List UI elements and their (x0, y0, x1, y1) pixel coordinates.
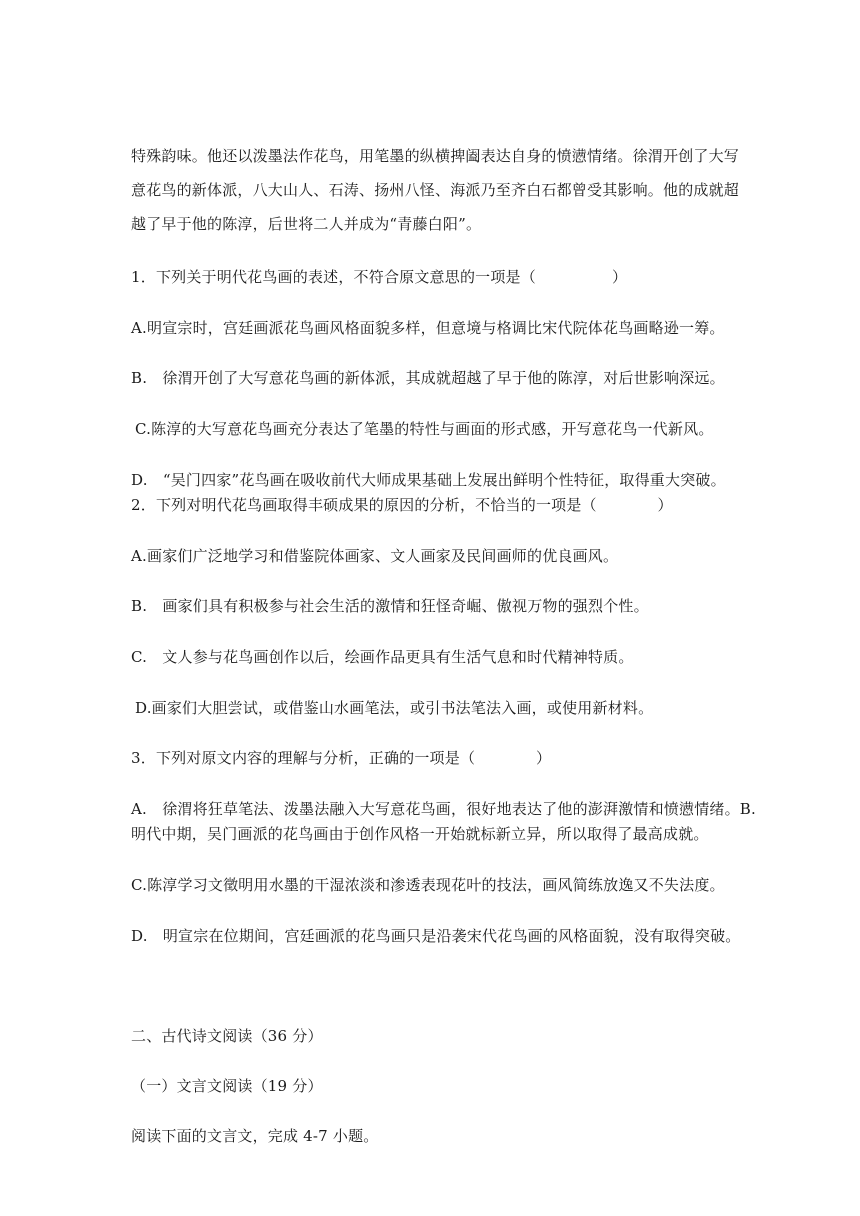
question-3-option-a-line-2: 明代中期，吴门画派的花鸟画由于创作风格一开始就标新立异，所以取得了最高成就。 (131, 825, 709, 843)
section-2-instruction: 阅读下面的文言文，完成 4-7 小题。 (131, 1127, 379, 1145)
question-2-stem: 2．下列对明代花鸟画取得丰硕成果的原因的分析，不恰当的一项是（ ） (131, 496, 673, 514)
question-2-option-a: A.画家们广泛地学习和借鉴院体画家、文人画家及民间画师的优良画风。 (131, 547, 619, 565)
intro-line-1: 特殊韵味。他还以泼墨法作花鸟，用笔墨的纵横捭阖表达自身的愤懑情绪。徐渭开创了大写 (131, 147, 740, 165)
question-3-stem: 3．下列对原文内容的理解与分析，正确的一项是（ ） (131, 749, 552, 767)
question-3-option-a-line-1: A. 徐渭将狂草笔法、泼墨法融入大写意花鸟画，很好地表达了他的澎湃激情和愤懑情绪。B. (131, 800, 756, 818)
question-1-stem: 1．下列关于明代花鸟画的表述，不符合原文意思的一项是（ ） (131, 268, 628, 286)
question-1-option-c: C.陈淳的大写意花鸟画充分表达了笔墨的特性与画面的形式感，开写意花鸟一代新风。 (135, 420, 714, 438)
question-2-option-b: B. 画家们具有积极参与社会生活的激情和狂怪奇崛、傲视万物的强烈个性。 (131, 597, 649, 615)
question-1-option-b: B. 徐渭开创了大写意花鸟画的新体派，其成就超越了早于他的陈淳，对后世影响深远。 (131, 369, 725, 387)
question-1-option-a: A.明宣宗时，宫廷画派花鸟画风格面貌多样，但意境与格调比宋代院体花鸟画略逊一筹。 (131, 319, 725, 337)
question-3-option-d: D. 明宣宗在位期间，宫廷画派的花鸟画只是沿袭宋代花鸟画的风格面貌，没有取得突破。 (131, 927, 741, 945)
question-3-option-c: C.陈淳学习文徵明用水墨的干湿浓淡和渗透表现花叶的技法，画风简练放逸又不失法度。 (131, 876, 725, 894)
section-2-title: 二、古代诗文阅读（36 分） (131, 1027, 323, 1045)
question-2-option-d: D.画家们大胆尝试，或借鉴山水画笔法，或引书法笔法入画，或使用新材料。 (135, 699, 654, 717)
intro-line-3: 越了早于他的陈淳，后世将二人并成为“青藤白阳”。 (131, 215, 482, 233)
section-2-subtitle: （一）文言文阅读（19 分） (131, 1077, 323, 1095)
intro-line-2: 意花鸟的新体派，八大山人、石涛、扬州八怪、海派乃至齐白石都曾受其影响。他的成就超 (131, 181, 740, 199)
question-1-option-d: D. “吴门四家”花鸟画在吸收前代大师成果基础上发展出鲜明个性特征，取得重大突破。 (131, 471, 726, 489)
question-2-option-c: C. 文人参与花鸟画创作以后，绘画作品更具有生活气息和时代精神特质。 (131, 648, 634, 666)
